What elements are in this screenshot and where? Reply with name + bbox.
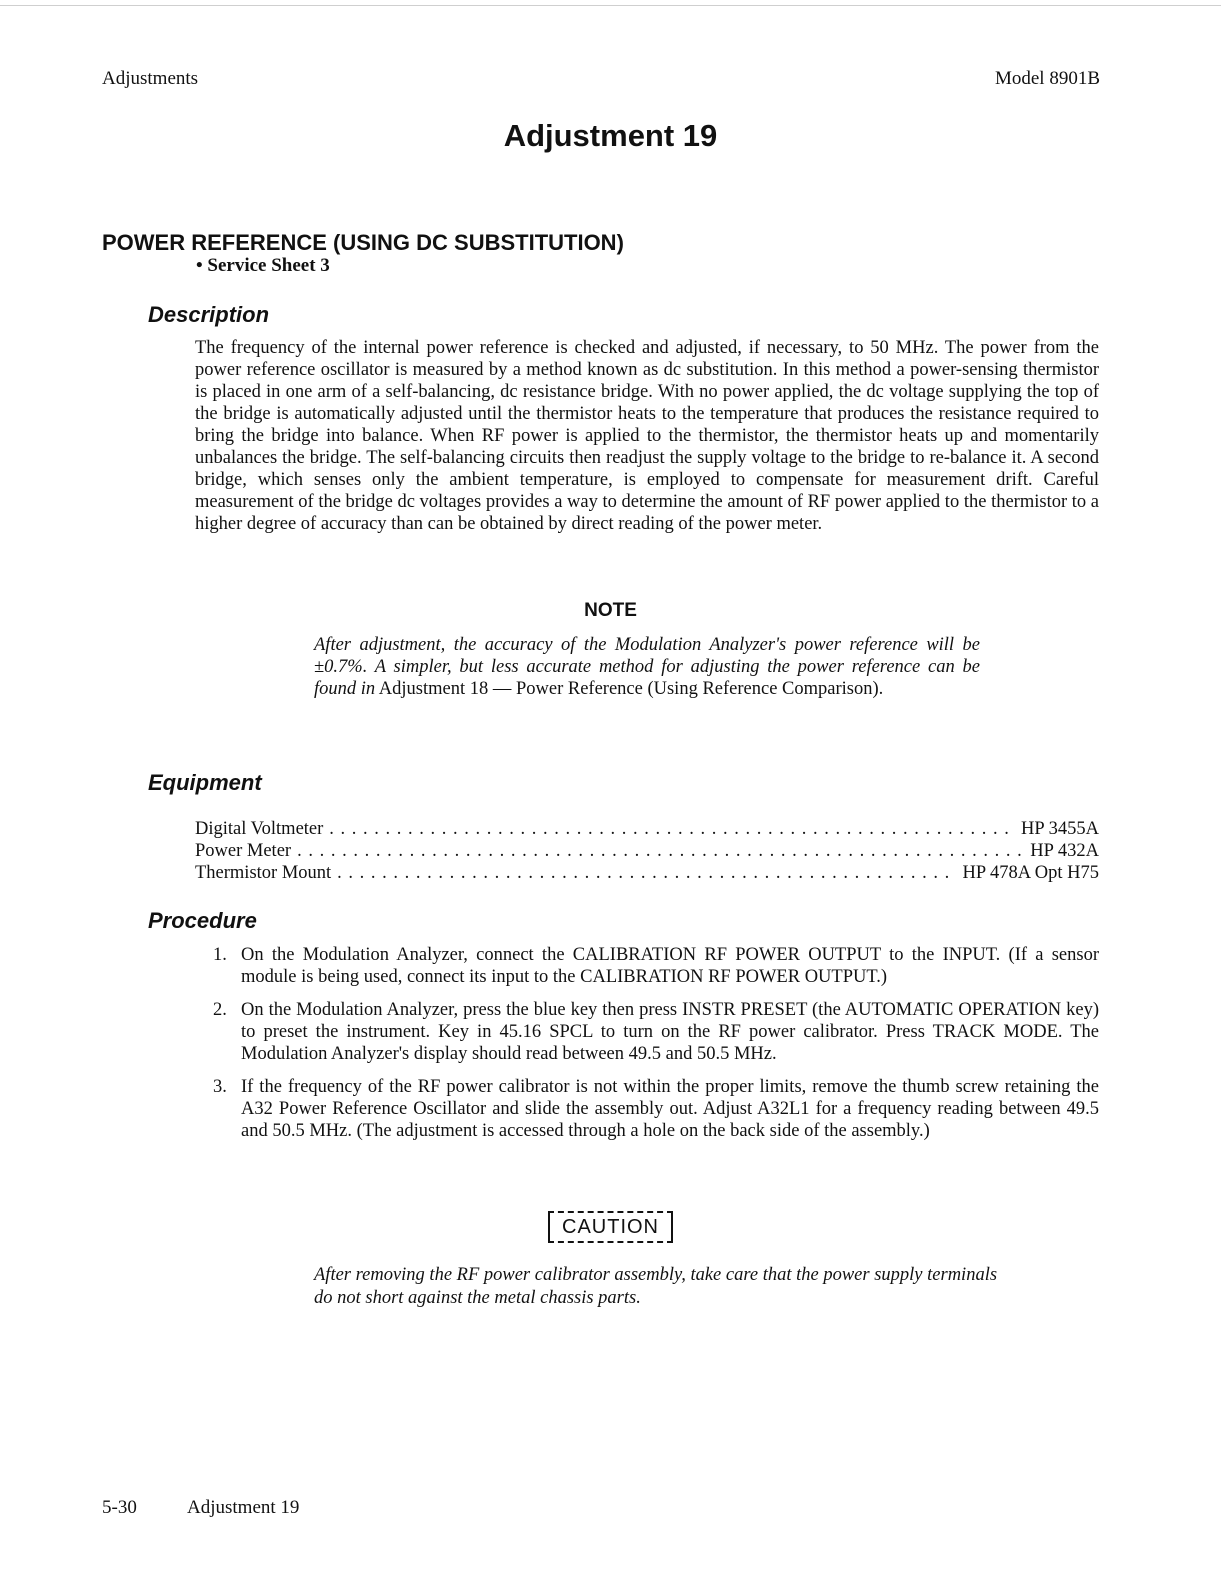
step-number: 3. xyxy=(213,1077,227,1097)
note-reference-text: Adjustment 18 — Power Reference (Using Reference Comparison). xyxy=(378,679,884,699)
running-header-left: Adjustments xyxy=(102,68,199,89)
procedure-step xyxy=(213,1076,1099,1142)
leader-dots xyxy=(297,840,1024,862)
equipment-row xyxy=(195,840,1099,862)
leader-dots xyxy=(329,818,1015,840)
equipment-row xyxy=(195,818,1099,840)
top-rule xyxy=(0,5,1221,6)
equipment-name: Power Meter xyxy=(195,841,292,861)
note-italic-text: After adjustment, the accuracy of the Modulation Analyzer's power reference will be ±0.7%. A simpler, but less accurate method for adjusting the power reference can be found in xyxy=(314,635,980,699)
equipment-name: Digital Voltmeter xyxy=(195,819,324,839)
description-paragraph: The frequency of the internal power reference is checked and adjusted, if necessary, to 50 MHz. The power from the power reference oscillator is measured by a method known as dc substitution. In this method a power-sensing thermistor is placed in one arm of a self-balancing, dc resistance bridge. With no power applied, the dc voltage supplying the top of the bridge is automatically adjusted until the thermistor heats to the temperature that produces the resistance required to bring the bridge into balance. When RF power is applied to the thermistor, the thermistor heats up and momentarily unbalances the bridge. The self-balancing circuits then readjust the supply voltage to the bridge to re-balance it. A second bridge, which senses only the ambient temperature, is employed to compensate for measurement drift. Careful measurement of the bridge dc voltages provides a way to determine the amount of RF power applied to the thermistor to a higher degree of accuracy than can be obtained by direct reading of the power meter. xyxy=(195,338,1099,534)
equipment-list xyxy=(195,818,1099,884)
description-heading: Description xyxy=(148,302,270,327)
footer-page-number: 5-30 xyxy=(102,1497,137,1518)
procedure-step xyxy=(213,999,1099,1065)
equipment-heading: Equipment xyxy=(148,770,262,795)
note-heading: NOTE xyxy=(584,600,637,621)
footer-title: Adjustment 19 xyxy=(187,1497,300,1518)
step-number: 1. xyxy=(213,945,227,965)
caution-wrapper xyxy=(0,1211,1221,1243)
equipment-model: HP 3455A xyxy=(1021,819,1099,839)
equipment-name: Thermistor Mount xyxy=(195,863,332,883)
leader-dots xyxy=(337,862,956,884)
equipment-row xyxy=(195,862,1099,884)
equipment-model: HP 432A xyxy=(1030,841,1099,861)
caution-text: After removing the RF power calibrator assembly, take care that the power supply terminals do not short against the metal chassis parts. xyxy=(314,1265,998,1308)
procedure-step xyxy=(213,944,1099,988)
running-header-right: Model 8901B xyxy=(994,68,1100,89)
page-title: Adjustment 19 xyxy=(503,118,718,153)
caution-label: CAUTION xyxy=(548,1211,673,1243)
section-title: POWER REFERENCE (USING DC SUBSTITUTION) xyxy=(102,230,624,255)
service-sheet-reference: • Service Sheet 3 xyxy=(196,255,330,276)
step-text: If the frequency of the RF power calibrator is not within the proper limits, remove the thumb screw retaining the A32 Power Reference Oscillator and slide the assembly out. Adjust A32L1 for a frequency reading between 49.5 and 50.5 MHz. (The adjustment is accessed through a hole on the back side of the assembly.) xyxy=(241,1077,1099,1141)
step-text: On the Modulation Analyzer, connect the CALIBRATION RF POWER OUTPUT to the INPUT. (If a sensor module is being used, connect its input to the CALIBRATION RF POWER OUTPUT.) xyxy=(241,945,1099,987)
procedure-steps xyxy=(213,944,1099,1153)
note-body xyxy=(314,634,980,700)
procedure-heading: Procedure xyxy=(148,908,257,933)
step-number: 2. xyxy=(213,1000,227,1020)
step-text: On the Modulation Analyzer, press the blue key then press INSTR PRESET (the AUTOMATIC OPERATION key) to preset the instrument. Key in 45.16 SPCL to turn on the RF power calibrator. Press TRACK MODE. The Modulation Analyzer's display should read between 49.5 and 50.5 MHz. xyxy=(241,1000,1099,1064)
equipment-model: HP 478A Opt H75 xyxy=(962,863,1099,883)
